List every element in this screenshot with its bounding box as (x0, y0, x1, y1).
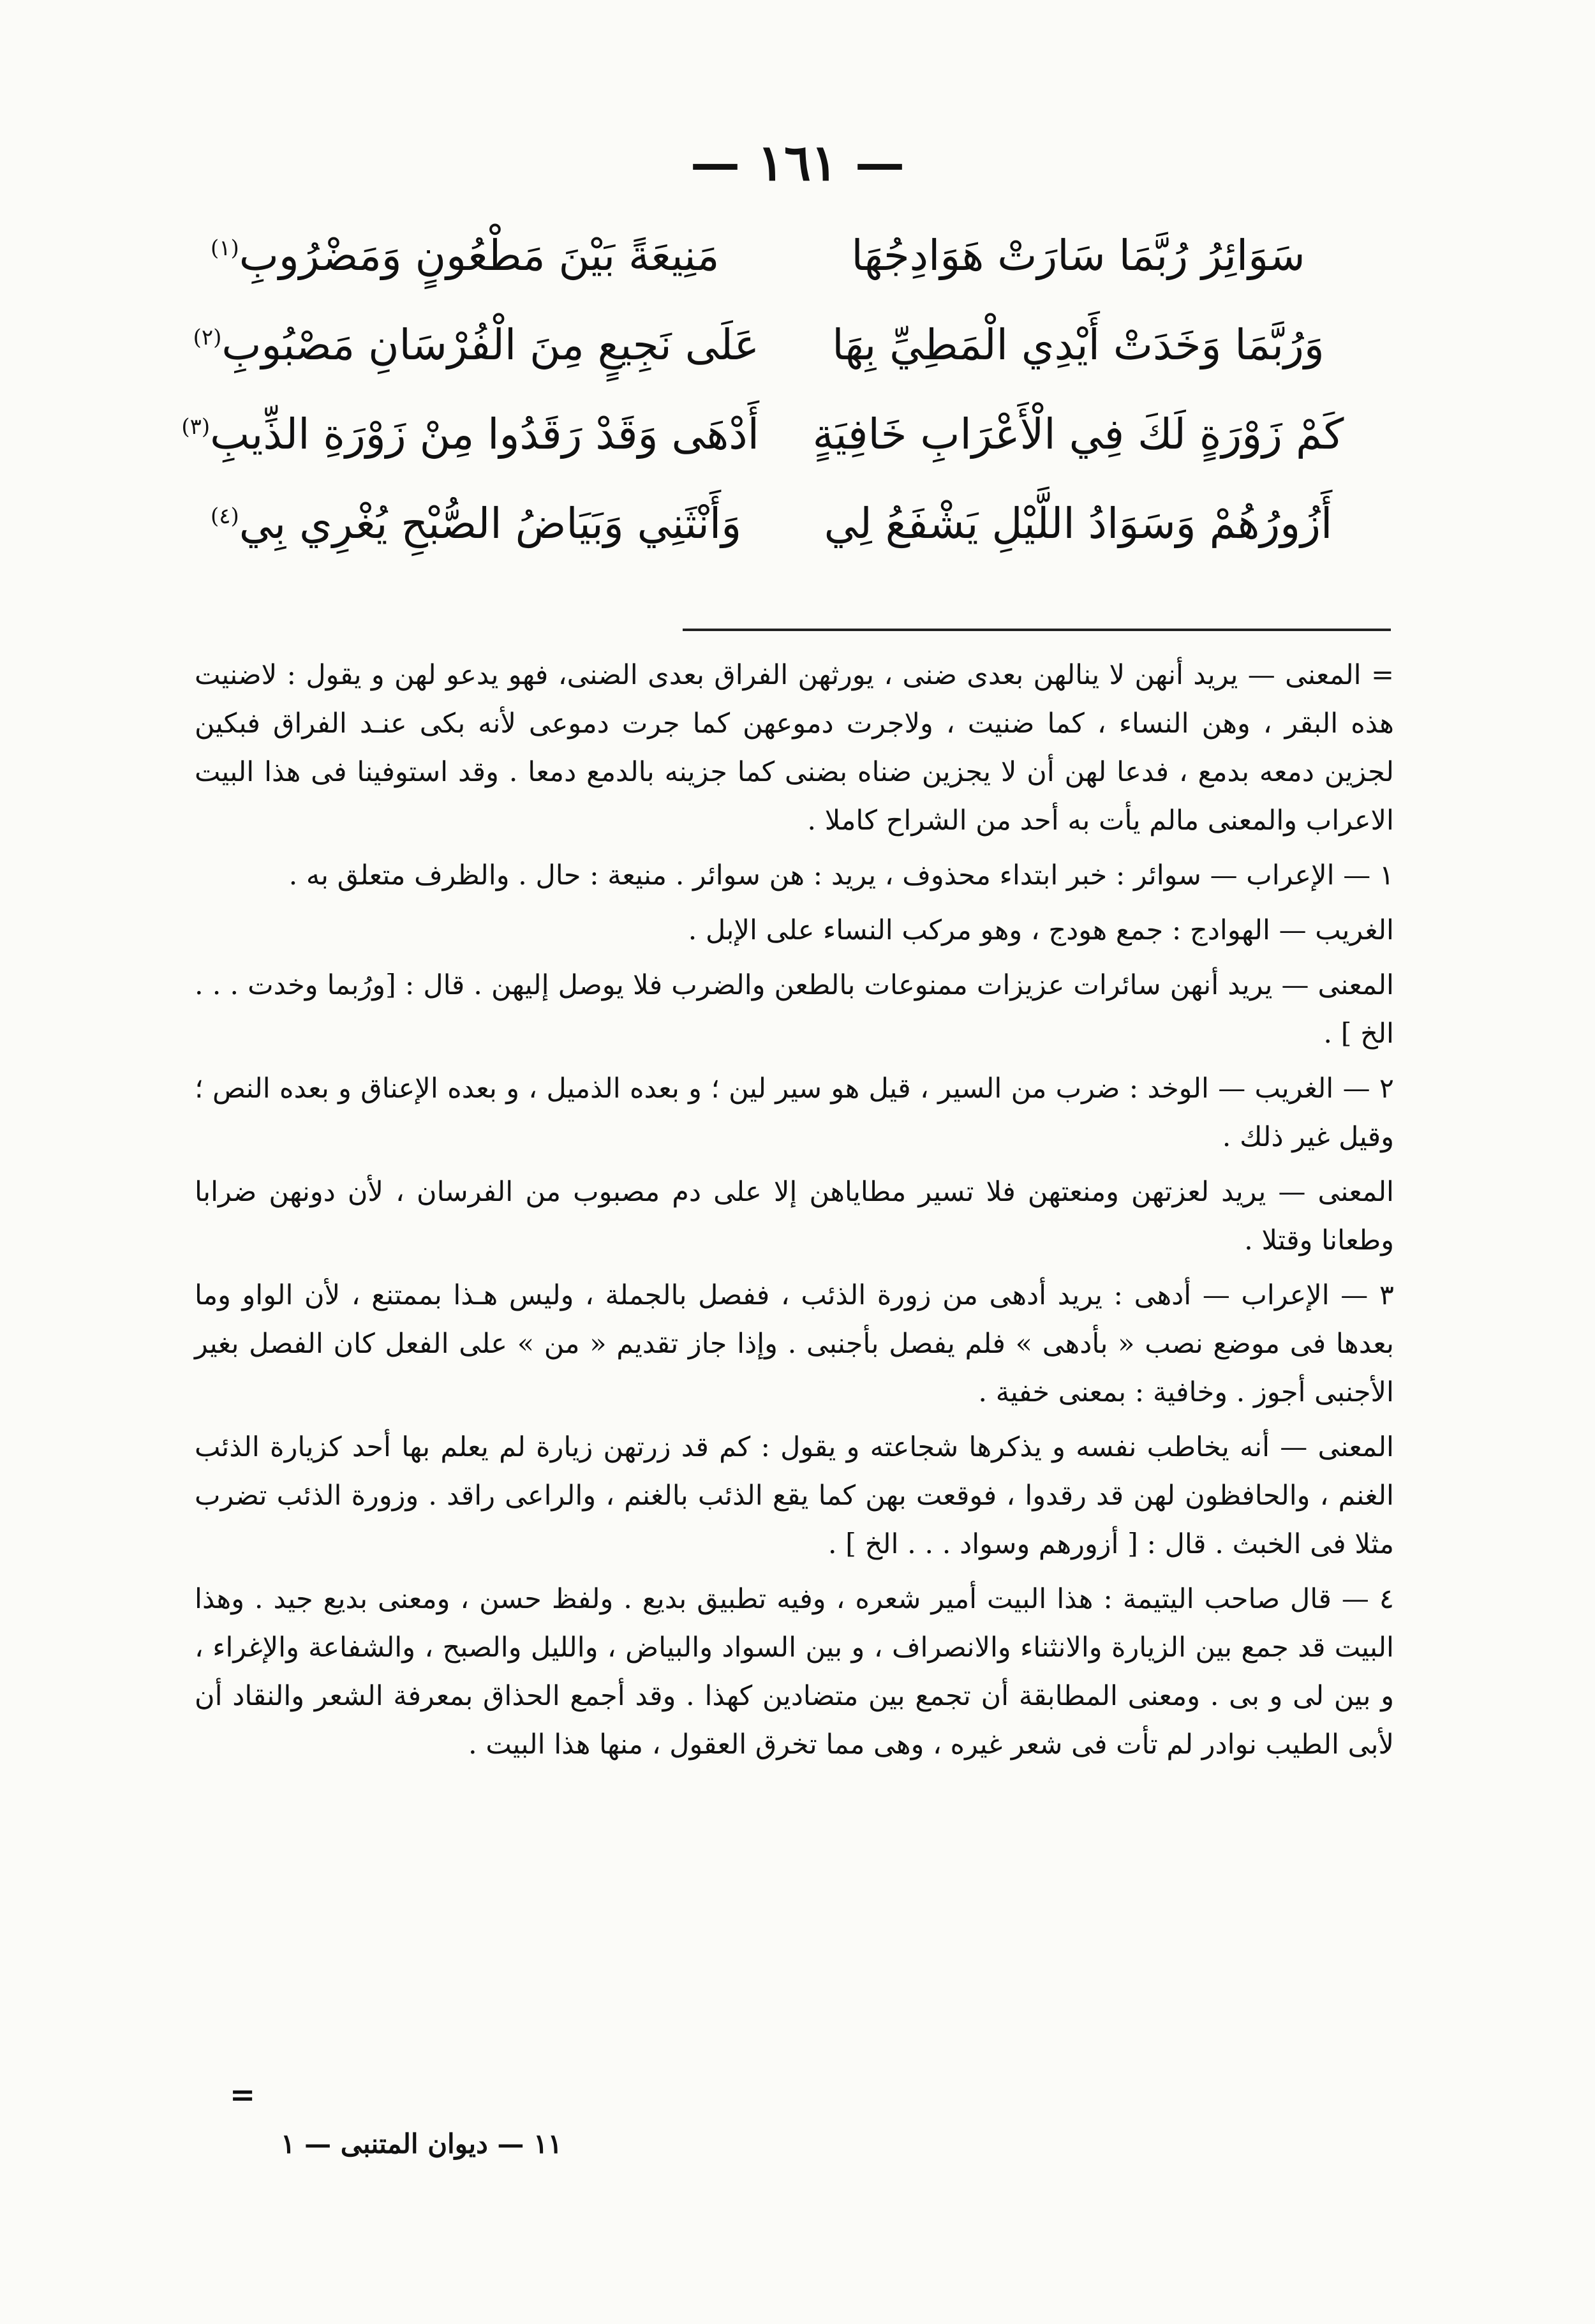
poem-verses (181, 211, 1353, 568)
verse-3-second-text: أَدْهَى وَقَدْ رَقَدُوا مِنْ زَوْرَةِ الذِّيبِ (210, 409, 759, 459)
page-footer-signature: ١١ — ديوان المتنبى — ١ (281, 2128, 563, 2159)
note-2-meaning: المعنى — يريد لعزتهن ومنعتهن فلا تسير مطاياهن إلا على دم مصبوب من الفرسان ، لأن دونهن ضرابا وطعانا وقتلا . (195, 1176, 1394, 1256)
verse-2 (193, 300, 1353, 389)
note-1-grammar: ١ — الإعراب — سوائر : خبر ابتداء محذوف ، يريد : هن سوائر . منيعة : حال . والظرف متعلق به . (288, 860, 1394, 891)
footnote-marker-4: (٤) (211, 503, 239, 529)
note-3-meaning: المعنى — أنه يخاطب نفسه و يذكرها شجاعته و يقول : كم قد زرتهن زيارة لم يعلم بها أحد كزيارة الذئب الغنم ، والحافظون لهن قد رقدوا ، فوقعت بهن كما يقع الذئب بالغنم ، والراعى راقد . وزورة الذئب تضرب مثلا فى الخبث . قال : [ أزورهم وسواد . . . الخ ] . (195, 1431, 1394, 1560)
verse-4-second-hemistich (211, 499, 759, 548)
footnote-marker-1: (١) (211, 235, 239, 261)
commentary-meaning-continued: = المعنى — يريد أنهن لا ينالهن بعدى ضنى ، يورثهن الفراق بعدى الضنى، فهو يدعو لهن و يقول : لاضنيت هذه البقر ، وهن النساء ، كما ضنيت ، ولاجرت دموعهن كما جرت دموعى لأنه بكى عنـد الفراق فبكين لجزين دمعه بدمع ، فدعا لهن أن لا يجزين ضناه بضنى كما جزينه بالدمع دمعا . وقد استوفينا فى هذا البيت الاعراب والمعنى مالم يأت به أحد من الشراح كاملا . (195, 659, 1394, 837)
verse-4 (211, 479, 1353, 568)
commentary (195, 651, 1394, 1775)
note-2-vocabulary: ٢ — الغريب — الوخد : ضرب من السير ، قيل هو سير لين ؛ و بعده الذميل ، و بعده الإعناق و بعده النص ؛ وقيل غير ذلك . (195, 1073, 1394, 1153)
verse-1 (211, 211, 1353, 300)
verse-3-first-hemistich: كَمْ زَوْرَةٍ لَكَ فِي الْأَعْرَابِ خَافِيَةٍ (812, 409, 1344, 459)
verse-2-first-hemistich: وَرُبَّمَا وَخَدَتْ أَيْدِي الْمَطِيِّ بِهَا (832, 320, 1324, 369)
note-4-commentary: ٤ — قال صاحب اليتيمة : هذا البيت أمير شعره ، وفيه تطبيق بديع . ولفظ حسن ، ومعنى بديع جيد . وهذا البيت قد جمع بين الزيارة والانثناء والانصراف ، و بين السواد والبياض ، والليل والصبح ، والشفاعة والإغراء ، و بين لى و بى . ومعنى المطابقة أن تجمع بين متضادين كهذا . وقد أجمع الحذاق بمعرفة الشعر والنقاد أن لأبى الطيب نوادر لم تأت فى شعر غيره ، وهى مما تخرق العقول ، منها هذا البيت . (195, 1583, 1394, 1761)
page-number: — ١٦١ — (690, 134, 905, 192)
verse-3-second-hemistich (181, 409, 759, 459)
footnote-marker-3: (٣) (181, 413, 211, 440)
footnote-marker-2: (٢) (193, 324, 222, 350)
verse-4-second-text: وَأَنْثَنِي وَبَيَاضُ الصُّبْحِ يُغْرِي بِي (239, 498, 742, 548)
section-divider (683, 629, 1391, 631)
verse-4-first-hemistich: أَزُورُهُمْ وَسَوَادُ اللَّيْلِ يَشْفَعُ لِي (824, 498, 1333, 548)
note-1-meaning: المعنى — يريد أنهن سائرات عزيزات ممنوعات بالطعن والضرب فلا يوصل إليهن . قال : [ورُبما وخدت . . . الخ ] . (195, 969, 1394, 1050)
continuation-mark: = (230, 2077, 256, 2113)
verse-2-second-hemistich (193, 320, 759, 369)
verse-1-first-hemistich: سَوَائِرُ رُبَّمَا سَارَتْ هَوَادِجُهَا (851, 230, 1305, 280)
verse-1-second-text: مَنِيعَةً بَيْنَ مَطْعُونٍ وَمَضْرُوبِ (239, 230, 720, 280)
verse-2-second-text: عَلَى نَجِيعٍ مِنَ الْفُرْسَانِ مَصْبُوبِ (221, 320, 759, 369)
verse-1-second-hemistich (211, 231, 759, 280)
verse-3 (181, 389, 1353, 479)
note-1-vocabulary: الغريب — الهوادج : جمع هودج ، وهو مركب النساء على الإبل . (688, 914, 1394, 946)
note-3-grammar: ٣ — الإعراب — أدهى : يريد أدهى من زورة الذئب ، ففصل بالجملة ، وليس هـذا بممتنع ، لأن الواو وما بعدها فى موضع نصب « بأدهى » فلم يفصل بأجنبى . وإذا جاز تقديم « من » على الفعل كان الفصل بغير الأجنبى أجوز . وخافية : بمعنى خفية . (195, 1279, 1394, 1408)
